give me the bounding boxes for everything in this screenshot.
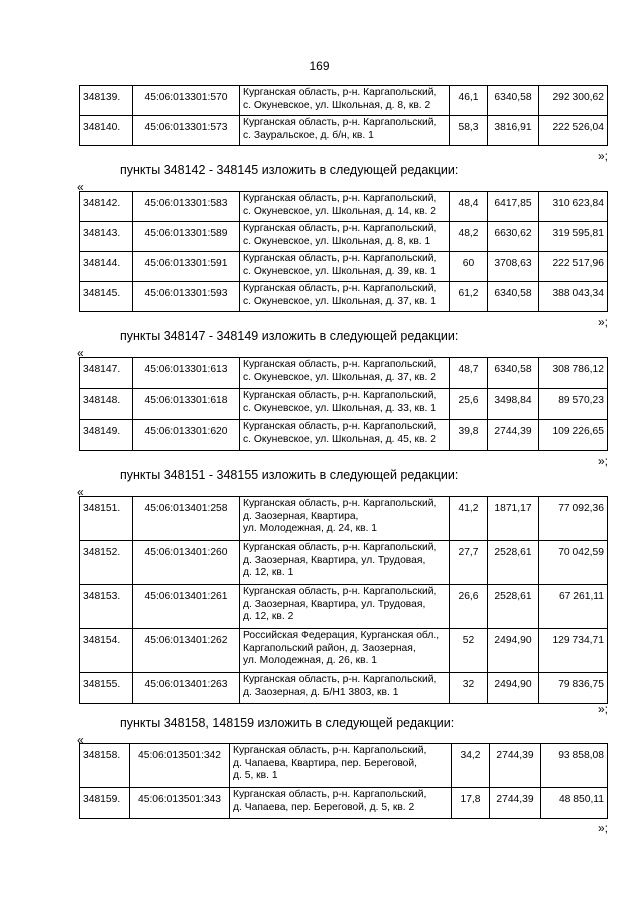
area: 48,7 — [450, 358, 488, 389]
amendment-heading: пункты 348142 - 348145 изложить в следующей редакции: — [120, 163, 459, 177]
cadastral-number: 45:06:013301:593 — [133, 282, 240, 312]
row-number: 348139. — [80, 86, 133, 116]
area: 34,2 — [452, 744, 490, 788]
closing-quote: »; — [598, 821, 609, 835]
area: 39,8 — [450, 420, 488, 451]
row-number: 348151. — [80, 497, 133, 541]
address: Курганская область, р-н. Каргапольский, с. Окуневское, ул. Школьная, д. 39, кв. 1 — [240, 252, 450, 282]
table-row — [80, 629, 608, 673]
row-number: 348152. — [80, 541, 133, 585]
total-value: 77 092,36 — [539, 497, 608, 541]
area: 17,8 — [452, 788, 490, 819]
unit-price: 3708,63 — [488, 252, 539, 282]
cadastral-number: 45:06:013401:260 — [133, 541, 240, 585]
address: Курганская область, р-н. Каргапольский, с. Окуневское, ул. Школьная, д. 45, кв. 2 — [240, 420, 450, 451]
unit-price: 2528,61 — [488, 585, 539, 629]
unit-price: 1871,17 — [488, 497, 539, 541]
total-value: 222 526,04 — [539, 116, 608, 146]
row-number: 348148. — [80, 389, 133, 420]
unit-price: 3498,84 — [488, 389, 539, 420]
total-value: 292 300,62 — [539, 86, 608, 116]
row-number: 348142. — [80, 192, 133, 222]
area: 60 — [450, 252, 488, 282]
table-row — [80, 744, 608, 788]
cadastral-number: 45:06:013301:618 — [133, 389, 240, 420]
cadastral-number: 45:06:013301:570 — [133, 86, 240, 116]
cadastral-number: 45:06:013301:583 — [133, 192, 240, 222]
table-row — [80, 252, 608, 282]
row-number: 348144. — [80, 252, 133, 282]
cadastral-number: 45:06:013501:343 — [130, 788, 230, 819]
amendment-heading: пункты 348151 - 348155 изложить в следующей редакции: — [120, 468, 459, 482]
closing-quote: »; — [598, 702, 609, 716]
address: Курганская область, р-н. Каргапольский, д. Заозерная, Квартира, ул. Трудовая, д. 12, кв. 1 — [240, 541, 450, 585]
unit-price: 6340,58 — [488, 358, 539, 389]
total-value: 93 858,08 — [541, 744, 608, 788]
address: Курганская область, р-н. Каргапольский, с. Окуневское, ул. Школьная, д. 33, кв. 1 — [240, 389, 450, 420]
cadastral-number: 45:06:013301:620 — [133, 420, 240, 451]
area: 27,7 — [450, 541, 488, 585]
cadastral-number: 45:06:013301:591 — [133, 252, 240, 282]
table-row — [80, 192, 608, 222]
total-value: 129 734,71 — [539, 629, 608, 673]
table-row — [80, 420, 608, 451]
property-table — [79, 357, 608, 451]
cadastral-number: 45:06:013301:573 — [133, 116, 240, 146]
closing-quote: »; — [598, 454, 609, 468]
table-row — [80, 222, 608, 252]
total-value: 109 226,65 — [539, 420, 608, 451]
area: 41,2 — [450, 497, 488, 541]
total-value: 67 261,11 — [539, 585, 608, 629]
unit-price: 6340,58 — [488, 86, 539, 116]
address: Курганская область, р-н. Каргапольский, с. Окуневское, ул. Школьная, д. 8, кв. 1 — [240, 222, 450, 252]
table-row — [80, 788, 608, 819]
address: Курганская область, р-н. Каргапольский, с. Окуневское, ул. Школьная, д. 8, кв. 2 — [240, 86, 450, 116]
table-row — [80, 282, 608, 312]
address: Курганская область, р-н. Каргапольский, с. Окуневское, ул. Школьная, д. 37, кв. 2 — [240, 358, 450, 389]
property-table — [79, 85, 608, 146]
row-number: 348159. — [80, 788, 130, 819]
amendment-heading: пункты 348147 - 348149 изложить в следующей редакции: — [120, 329, 459, 343]
area: 26,6 — [450, 585, 488, 629]
cadastral-number: 45:06:013501:342 — [130, 744, 230, 788]
unit-price: 6340,58 — [488, 282, 539, 312]
closing-quote: »; — [598, 149, 609, 163]
address: Российская Федерация, Курганская обл., Каргапольский район, д. Заозерная, ул. Молодежная, д. 26, кв. 1 — [240, 629, 450, 673]
unit-price: 2494,90 — [488, 629, 539, 673]
address: Курганская область, р-н. Каргапольский, с. Окуневское, ул. Школьная, д. 14, кв. 2 — [240, 192, 450, 222]
cadastral-number: 45:06:013301:613 — [133, 358, 240, 389]
page-number: 169 — [309, 59, 330, 73]
area: 52 — [450, 629, 488, 673]
area: 48,2 — [450, 222, 488, 252]
row-number: 348140. — [80, 116, 133, 146]
row-number: 348147. — [80, 358, 133, 389]
table-row — [80, 497, 608, 541]
total-value: 319 595,81 — [539, 222, 608, 252]
total-value: 48 850,11 — [541, 788, 608, 819]
area: 61,2 — [450, 282, 488, 312]
opening-quote: « — [77, 180, 84, 194]
property-table — [79, 496, 608, 704]
row-number: 348145. — [80, 282, 133, 312]
cadastral-number: 45:06:013401:262 — [133, 629, 240, 673]
address: Курганская область, р-н. Каргапольский, д. Заозерная, Квартира, ул. Молодежная, д. 24, кв. 1 — [240, 497, 450, 541]
total-value: 70 042,59 — [539, 541, 608, 585]
row-number: 348154. — [80, 629, 133, 673]
unit-price: 2744,39 — [490, 788, 541, 819]
cadastral-number: 45:06:013401:261 — [133, 585, 240, 629]
unit-price: 3816,91 — [488, 116, 539, 146]
table-row — [80, 541, 608, 585]
table-row — [80, 358, 608, 389]
address: Курганская область, р-н. Каргапольский, с. Зауральское, д. б/н, кв. 1 — [240, 116, 450, 146]
table-row — [80, 86, 608, 116]
opening-quote: « — [77, 346, 84, 360]
row-number: 348149. — [80, 420, 133, 451]
address: Курганская область, р-н. Каргапольский, д. Чапаева, пер. Береговой, д. 5, кв. 2 — [230, 788, 452, 819]
row-number: 348158. — [80, 744, 130, 788]
table-row — [80, 673, 608, 704]
amendment-heading: пункты 348158, 148159 изложить в следующей редакции: — [120, 716, 455, 730]
unit-price: 2528,61 — [488, 541, 539, 585]
cadastral-number: 45:06:013301:589 — [133, 222, 240, 252]
table-row — [80, 116, 608, 146]
row-number: 348155. — [80, 673, 133, 704]
area: 25,6 — [450, 389, 488, 420]
total-value: 388 043,34 — [539, 282, 608, 312]
area: 48,4 — [450, 192, 488, 222]
table-row — [80, 585, 608, 629]
total-value: 310 623,84 — [539, 192, 608, 222]
unit-price: 2744,39 — [490, 744, 541, 788]
property-table — [79, 743, 608, 819]
property-table — [79, 191, 608, 312]
unit-price: 6417,85 — [488, 192, 539, 222]
address: Курганская область, р-н. Каргапольский, д. Чапаева, Квартира, пер. Береговой, д. 5, кв. 1 — [230, 744, 452, 788]
total-value: 222 517,96 — [539, 252, 608, 282]
total-value: 308 786,12 — [539, 358, 608, 389]
area: 58,3 — [450, 116, 488, 146]
opening-quote: « — [77, 733, 84, 747]
address: Курганская область, р-н. Каргапольский, д. Заозерная, Квартира, ул. Трудовая, д. 12, кв. 2 — [240, 585, 450, 629]
address: Курганская область, р-н. Каргапольский, с. Окуневское, ул. Школьная, д. 37, кв. 1 — [240, 282, 450, 312]
closing-quote: »; — [598, 315, 609, 329]
row-number: 348153. — [80, 585, 133, 629]
area: 46,1 — [450, 86, 488, 116]
unit-price: 2744,39 — [488, 420, 539, 451]
address: Курганская область, р-н. Каргапольский, д. Заозерная, д. Б/Н1 3803, кв. 1 — [240, 673, 450, 704]
total-value: 89 570,23 — [539, 389, 608, 420]
table-row — [80, 389, 608, 420]
row-number: 348143. — [80, 222, 133, 252]
opening-quote: « — [77, 485, 84, 499]
unit-price: 6630,62 — [488, 222, 539, 252]
unit-price: 2494,90 — [488, 673, 539, 704]
total-value: 79 836,75 — [539, 673, 608, 704]
cadastral-number: 45:06:013401:258 — [133, 497, 240, 541]
area: 32 — [450, 673, 488, 704]
cadastral-number: 45:06:013401:263 — [133, 673, 240, 704]
